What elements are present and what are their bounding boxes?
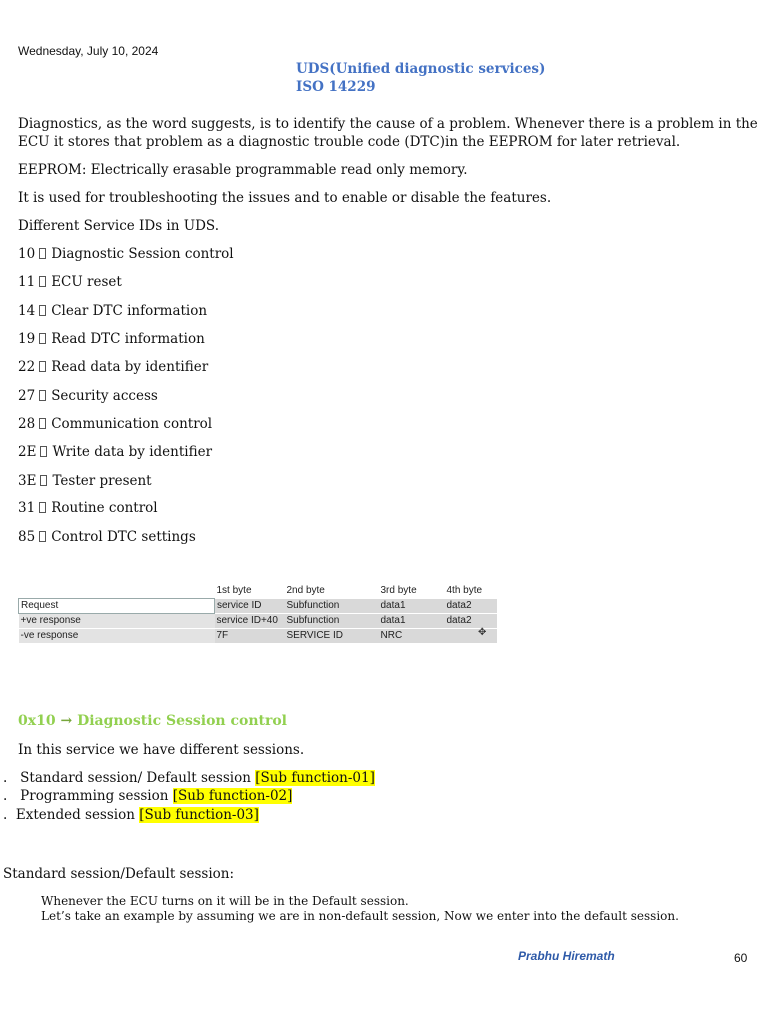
move-cursor-icon: ✥: [478, 627, 487, 638]
service-name: Communication control: [51, 416, 213, 432]
service-code: 27: [18, 388, 36, 404]
missing-glyph-icon: [39, 502, 46, 513]
usage-text: It is used for troubleshooting the issues and to enable or disable the features.: [18, 190, 552, 206]
service-code: 11: [18, 274, 36, 290]
service-name: Read data by identifier: [51, 359, 209, 375]
table-header-cell: [19, 584, 215, 599]
session-text: Extended session: [15, 807, 140, 823]
section-heading-text: Diagnostic Session control: [77, 713, 287, 729]
service-code: 19: [18, 331, 36, 347]
missing-glyph-icon: [39, 305, 46, 316]
section-heading: [18, 713, 287, 729]
missing-glyph-icon: [39, 248, 46, 259]
table-cell: NRC: [380, 630, 403, 641]
table-cell[interactable]: Request: [19, 599, 215, 614]
section-intro: In this service we have different sessions.: [18, 742, 305, 758]
table-cell: data1: [380, 615, 406, 626]
table-cell: service ID: [217, 599, 262, 611]
page-date: Wednesday, July 10, 2024: [18, 44, 159, 58]
service-code: 85: [18, 529, 36, 545]
table-cell: data2: [446, 615, 472, 626]
service-item: [18, 246, 234, 263]
table-row: [19, 629, 497, 644]
intro-paragraph-line-2: ECU it stores that problem as a diagnostic trouble code (DTC)in the EEPROM for later retrieval.: [18, 134, 681, 150]
page-number: 60: [734, 951, 748, 965]
service-code: 10: [18, 246, 36, 262]
subfunction-tag: [Sub function-03]: [139, 807, 259, 823]
service-item: [18, 500, 158, 517]
table-cell: data1: [380, 599, 406, 611]
table-row: [19, 599, 497, 614]
service-item: [18, 473, 152, 490]
intro-paragraph-line-1: Diagnostics, as the word suggests, is to identify the cause of a problem. Whenever there is a problem in the: [18, 116, 758, 132]
service-name: Clear DTC information: [51, 303, 208, 319]
service-code: 28: [18, 416, 36, 432]
sid-heading: Different Service IDs in UDS.: [18, 218, 219, 234]
missing-glyph-icon: [39, 418, 46, 429]
service-item: [18, 359, 208, 376]
section-heading-code: 0x10: [18, 713, 56, 729]
table-cell: 7F: [216, 630, 229, 641]
eeprom-definition: EEPROM: Electrically erasable programmable read only memory.: [18, 162, 468, 178]
table-cell: Subfunction: [286, 599, 340, 611]
doc-subtitle: ISO 14229: [296, 79, 376, 95]
default-session-heading: Standard session/Default session:: [3, 866, 235, 882]
service-item: [18, 416, 212, 433]
doc-title: UDS(Unified diagnostic services): [296, 61, 546, 77]
service-code: 2E: [18, 444, 37, 460]
table-row: [19, 614, 497, 629]
missing-glyph-icon: [39, 333, 46, 344]
missing-glyph-icon: [39, 390, 46, 401]
subfunction-tag: [Sub function-01]: [255, 770, 375, 786]
service-item: [18, 331, 205, 348]
service-code: 3E: [18, 473, 37, 489]
table-header-row: [19, 584, 497, 599]
table-cell: Subfunction: [286, 615, 340, 626]
arrow-right-icon: →: [60, 713, 73, 729]
table-header-cell: 4th byte: [446, 585, 483, 597]
missing-glyph-icon: [40, 475, 47, 486]
service-item: [18, 303, 207, 320]
list-item: . Programming session [Sub function-02]: [3, 788, 293, 804]
subfunction-tag: [Sub function-02]: [172, 788, 293, 804]
missing-glyph-icon: [39, 276, 46, 287]
service-name: Security access: [51, 388, 158, 404]
service-name: Tester present: [52, 473, 152, 489]
byte-format-table: [18, 584, 496, 644]
service-name: Read DTC information: [51, 331, 205, 347]
table-cell: data2: [446, 599, 472, 611]
session-text: Programming session: [20, 788, 173, 804]
missing-glyph-icon: [40, 446, 47, 457]
default-session-line-2: Let’s take an example by assuming we are in non-default session, Now we enter into the default session.: [41, 909, 679, 923]
list-item: . Standard session/ Default session [Sub function-01]: [3, 770, 375, 786]
table-cell: [445, 629, 497, 644]
missing-glyph-icon: [39, 361, 46, 372]
list-item: . Extended session [Sub function-03]: [3, 807, 259, 823]
service-name: Routine control: [51, 500, 158, 516]
service-item: [18, 529, 196, 546]
service-name: Write data by identifier: [52, 444, 213, 460]
service-item: [18, 444, 212, 461]
service-code: 22: [18, 359, 36, 375]
table-cell: service ID+40: [216, 615, 278, 626]
default-session-line-1: Whenever the ECU turns on it will be in the Default session.: [41, 894, 409, 908]
service-item: [18, 388, 158, 405]
session-text: Standard session/ Default session: [20, 770, 256, 786]
table-header-cell: 3rd byte: [380, 585, 417, 597]
table-header-cell: 2nd byte: [286, 585, 325, 597]
table-cell: -ve response: [19, 629, 215, 644]
service-code: 14: [18, 303, 36, 319]
table-header-cell: 1st byte: [216, 585, 252, 597]
service-name: Diagnostic Session control: [51, 246, 234, 262]
missing-glyph-icon: [39, 531, 46, 542]
service-code: 31: [18, 500, 36, 516]
service-name: Control DTC settings: [51, 529, 196, 545]
service-item: [18, 274, 122, 291]
author-name: Prabhu Hiremath: [518, 949, 615, 963]
table-cell: +ve response: [19, 614, 215, 629]
table-cell: SERVICE ID: [286, 630, 343, 641]
service-name: ECU reset: [51, 274, 122, 290]
